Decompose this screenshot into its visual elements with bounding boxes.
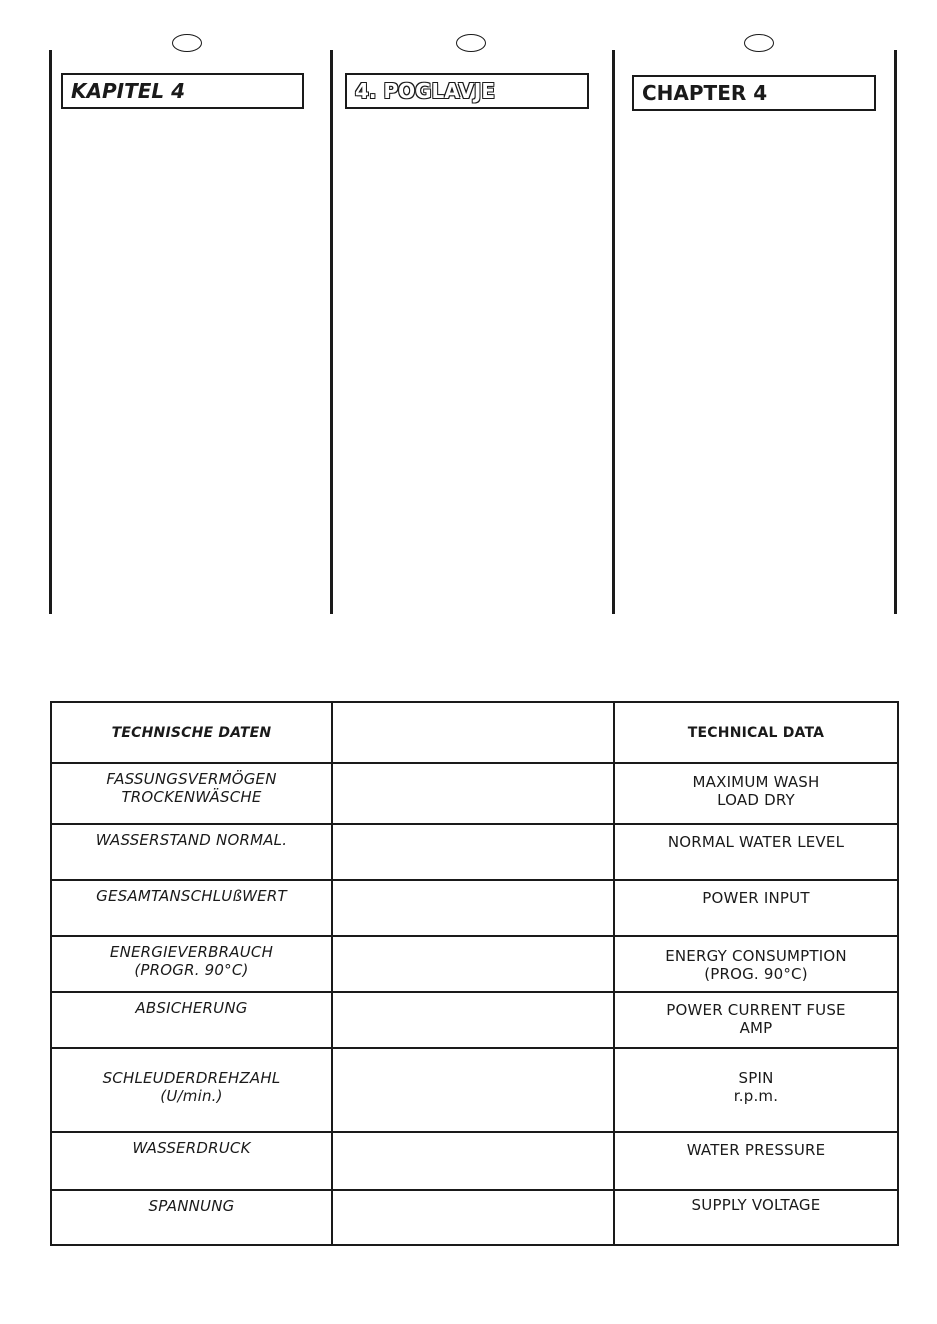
column-divider-2	[612, 50, 615, 614]
column-divider-left	[49, 50, 52, 614]
table-row	[51, 1132, 898, 1190]
chapter-heading-german	[61, 73, 304, 109]
chapter-heading-slovenian	[345, 73, 589, 109]
table-header-row	[51, 702, 898, 763]
language-badge-english	[744, 34, 774, 52]
cell-english: SUPPLY VOLTAGE	[614, 1190, 898, 1245]
language-badge-slovenian	[456, 34, 486, 52]
header-german: TECHNISCHE DATEN	[51, 702, 332, 763]
header-slovenian	[332, 702, 614, 763]
cell-german: SCHLEUDERDREHZAHL (U/min.)	[51, 1048, 332, 1132]
technical-data-table	[50, 701, 899, 1246]
cell-slovenian	[332, 880, 614, 936]
table-row	[51, 992, 898, 1048]
cell-english: NORMAL WATER LEVEL	[614, 824, 898, 880]
column-divider-right	[894, 50, 897, 614]
column-divider-1	[330, 50, 333, 614]
cell-german: FASSUNGSVERMÖGEN TROCKENWÄSCHE	[51, 763, 332, 824]
table-row	[51, 1190, 898, 1245]
cell-german: SPANNUNG	[51, 1190, 332, 1245]
table-row	[51, 763, 898, 824]
header-english: TECHNICAL DATA	[614, 702, 898, 763]
language-badges	[0, 34, 937, 54]
cell-english: ENERGY CONSUMPTION (PROG. 90°C)	[614, 936, 898, 992]
table-row	[51, 936, 898, 992]
chapter-title-english: CHAPTER 4	[642, 81, 768, 105]
language-badge-german	[172, 34, 202, 52]
cell-slovenian	[332, 1132, 614, 1190]
cell-english: MAXIMUM WASH LOAD DRY	[614, 763, 898, 824]
chapter-title-german: KAPITEL 4	[71, 79, 186, 103]
table-row	[51, 1048, 898, 1132]
cell-english: POWER INPUT	[614, 880, 898, 936]
cell-german: ABSICHERUNG	[51, 992, 332, 1048]
cell-english: WATER PRESSURE	[614, 1132, 898, 1190]
table-row	[51, 880, 898, 936]
cell-slovenian	[332, 936, 614, 992]
cell-slovenian	[332, 763, 614, 824]
cell-slovenian	[332, 1190, 614, 1245]
cell-german: ENERGIEVERBRAUCH (PROGR. 90°C)	[51, 936, 332, 992]
cell-german: GESAMTANSCHLUßWERT	[51, 880, 332, 936]
cell-english: SPIN r.p.m.	[614, 1048, 898, 1132]
cell-english: POWER CURRENT FUSE AMP	[614, 992, 898, 1048]
cell-slovenian	[332, 1048, 614, 1132]
chapter-title-slovenian: 4. POGLAVJE	[355, 79, 495, 103]
cell-german: WASSERSTAND NORMAL.	[51, 824, 332, 880]
table-row	[51, 824, 898, 880]
cell-german: WASSERDRUCK	[51, 1132, 332, 1190]
chapter-heading-english	[632, 75, 876, 111]
cell-slovenian	[332, 824, 614, 880]
cell-slovenian	[332, 992, 614, 1048]
